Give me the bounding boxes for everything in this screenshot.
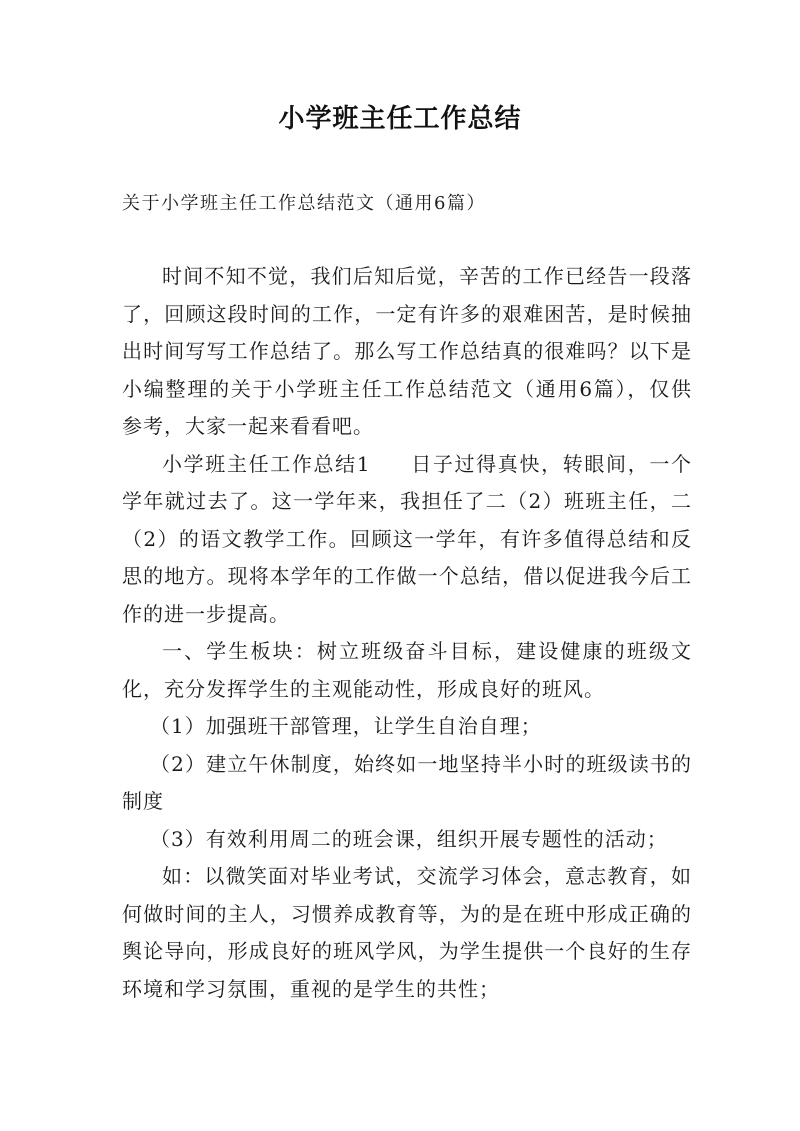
document-title: 小学班主任工作总结 bbox=[278, 104, 522, 134]
example-paragraph: 如：以微笑面对毕业考试，交流学习体会，意志教育，如何做时间的主人，习惯养成教育等，为的是在班中形成正确的舆论导向，形成良好的班风学风，为学生提供一个良好的生存环境和学习氛围，重视的是学生的共性； bbox=[122, 864, 692, 1001]
list-item-2: （2）建立午休制度，始终如一地坚持半小时的班级读书的制度 bbox=[122, 751, 692, 813]
list-item-3: （3）有效利用周二的班会课，组织开展专题性的活动； bbox=[150, 826, 668, 851]
intro-paragraph: 时间不知不觉，我们后知后觉，辛苦的工作已经告一段落了，回顾这段时间的工作，一定有许多的艰难困苦，是时候抽出时间写写工作总结了。那么写工作总结真的很难吗？以下是小编整理的关于小学班主任工作总结范文（通用6篇），仅供参考，大家一起来看看吧。 bbox=[122, 264, 692, 438]
list-item-1: （1）加强班干部管理，让学生自治自理； bbox=[150, 714, 542, 738]
section-heading: 小学班主任工作总结1 bbox=[162, 451, 371, 476]
section-paragraph bbox=[122, 446, 692, 634]
paragraph-student-section: 一、学生板块：树立班级奋斗目标，建设健康的班级文化，充分发挥学生的主观能动性，形成良好的班风。 bbox=[122, 639, 692, 701]
document-body bbox=[122, 258, 692, 1008]
document-subtitle: 关于小学班主任工作总结范文（通用6篇） bbox=[122, 193, 486, 214]
section-body: 日子过得真快，转眼间，一个学年就过去了。这一学年来，我担任了二（2）班班主任，二（2）的语文教学工作。回顾这一学年，有许多值得总结和反思的地方。现将本学年的工作做一个总结，借以促进我今后工作的进一步提高。 bbox=[122, 451, 692, 626]
